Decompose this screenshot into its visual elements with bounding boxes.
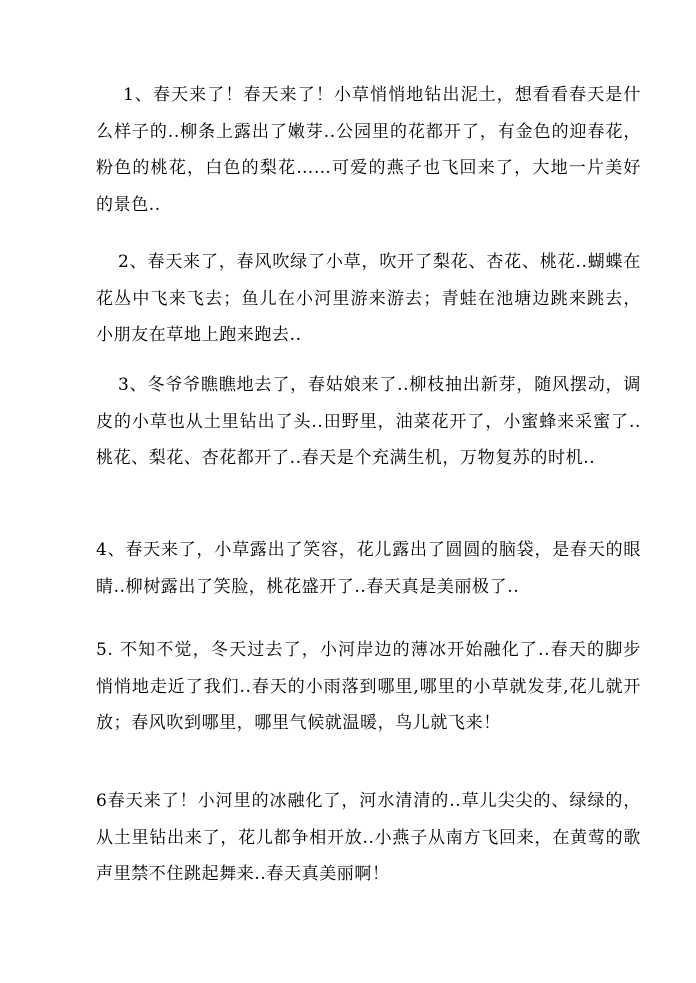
paragraph-3: 3、冬爷爷瞧瞧地去了，春姑娘来了..柳枝抽出新芽，随风摆动，调皮的小草也从土里钻出了头..田野里，油菜花开了，小蜜蜂来采蜜了..桃花、梨花、杏花都开了..春天是个充满生机，万物复苏的时机.. <box>96 375 641 468</box>
paragraph-5: 5. 不知不觉，冬天过去了，小河岸边的薄冰开始融化了..春天的脚步悄悄地走近了我们..春天的小雨落到哪里,哪里的小草就发芽,花儿就开放；春风吹到哪里，哪里气候就温暖，鸟儿就飞来！ <box>96 640 641 733</box>
paragraph-6: 6春天来了！小河里的冰融化了，河水清清的..草儿尖尖的、绿绿的，从土里钻出来了，花儿都争相开放..小燕子从南方飞回来，在黄莺的歌声里禁不住跳起舞来..春天真美丽啊！ <box>96 791 641 884</box>
paragraph-2: 2、春天来了，春风吹绿了小草，吹开了梨花、杏花、桃花..蝴蝶在花丛中飞来飞去；鱼儿在小河里游来游去；青蛙在池塘边跳来跳去，小朋友在草地上跑来跑去.. <box>96 252 641 345</box>
paragraph-4: 4、春天来了，小草露出了笑容，花儿露出了圆圆的脑袋，是春天的眼睛..柳树露出了笑脸，桃花盛开了..春天真是美丽极了.. <box>96 540 641 597</box>
paragraph-1: 1、春天来了！春天来了！小草悄悄地钻出泥土，想看看春天是什么样子的..柳条上露出了嫩芽..公园里的花都开了，有金色的迎春花，粉色的桃花，白色的梨花……可爱的燕子也飞回来了，大地一片美好的景色.. <box>96 85 641 215</box>
